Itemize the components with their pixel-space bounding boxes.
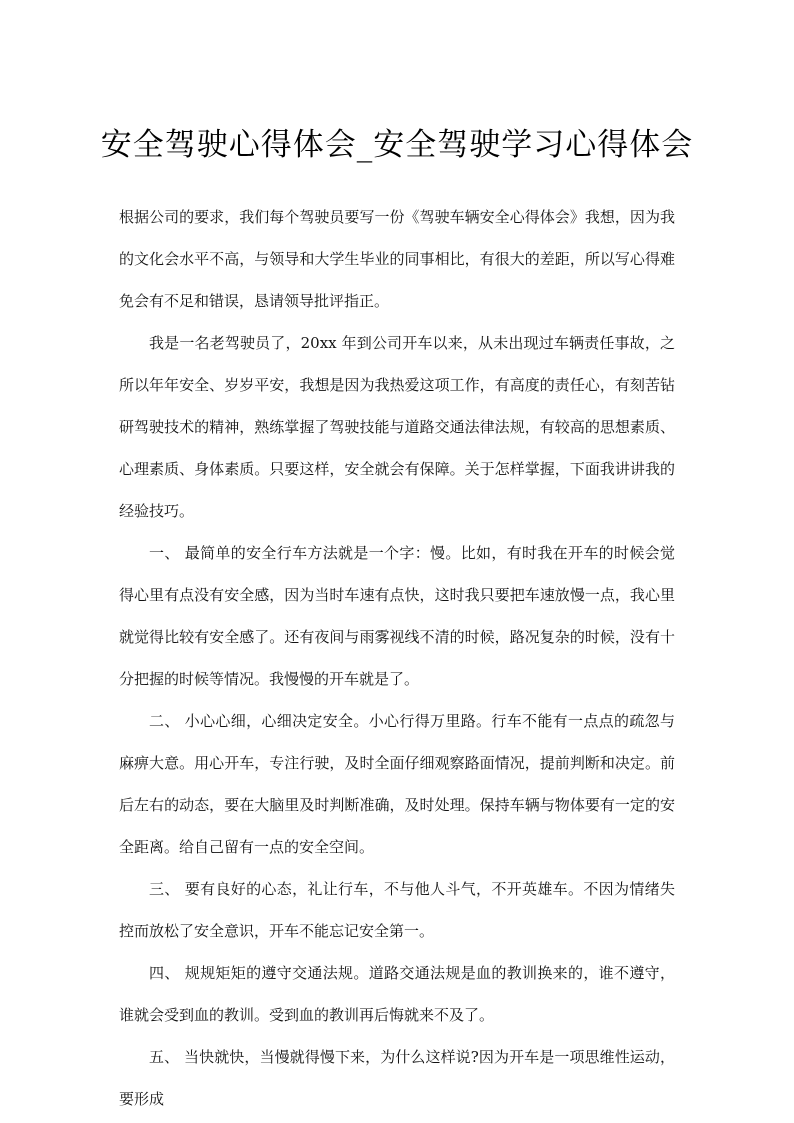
document-body: [119, 196, 675, 1120]
paragraph-point-4: 四、 规规矩矩的遵守交通法规。道路交通法规是血的教训换来的，谁不遵守，谁就会受到血的教训。受到血的教训再后悔就来不及了。: [119, 964, 675, 1024]
paragraph-intro: 根据公司的要求，我们每个驾驶员要写一份《驾驶车辆安全心得体会》我想，因为我的文化会水平不高，与领导和大学生毕业的同事相比，有很大的差距，所以写心得难免会有不足和错误，恳请领导批评指正。: [119, 208, 675, 310]
paragraph-point-2: 二、 小心心细，心细决定安全。小心行得万里路。行车不能有一点点的疏忽与麻痹大意。用心开车，专注行驶，及时全面仔细观察路面情况，提前判断和决定。前后左右的动态，要在大脑里及时判断准确，及时处理。保持车辆与物体要有一定的安全距离。给自己留有一点的安全空间。: [119, 712, 675, 856]
paragraph-experience: 我是一名老驾驶员了，20xx 年到公司开车以来，从未出现过车辆责任事故，之所以年年安全、岁岁平安，我想是因为我热爱这项工作，有高度的责任心，有刻苦钻研驾驶技术的精神，熟练掌握了驾驶技能与道路交通法律法规，有较高的思想素质、心理素质、身体素质。只要这样，安全就会有保障。关于怎样掌握，下面我讲讲我的经验技巧。: [119, 334, 675, 520]
document-title: 安全驾驶心得体会_安全驾驶学习心得体会: [100, 127, 694, 163]
paragraph-point-5: 五、 当快就快，当慢就得慢下来，为什么这样说?因为开车是一项思维性运动，要形成: [119, 1048, 675, 1108]
paragraph-point-1: 一、 最简单的安全行车方法就是一个字：慢。比如，有时我在开车的时候会觉得心里有点没有安全感，因为当时车速有点快，这时我只要把车速放慢一点，我心里就觉得比较有安全感了。还有夜间与雨雾视线不清的时候，路况复杂的时候，没有十分把握的时候等情况。我慢慢的开车就是了。: [119, 544, 675, 688]
paragraph-point-3: 三、 要有良好的心态，礼让行车，不与他人斗气，不开英雄车。不因为情绪失控而放松了安全意识，开车不能忘记安全第一。: [119, 880, 675, 940]
